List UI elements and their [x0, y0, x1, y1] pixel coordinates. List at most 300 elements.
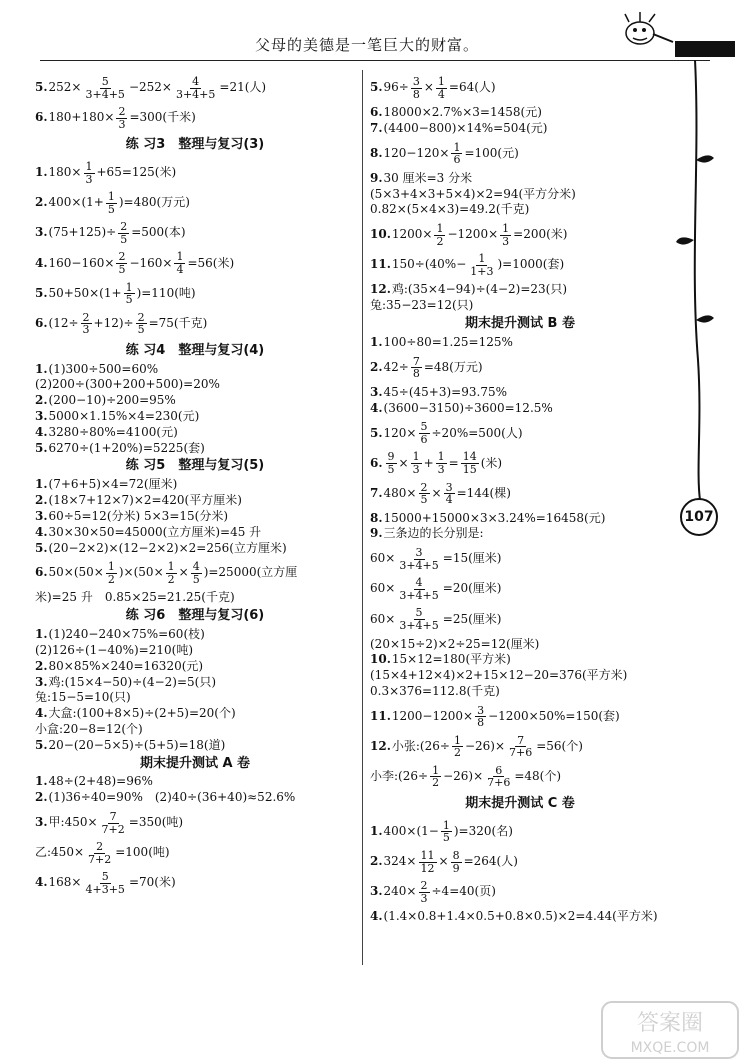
answer-text: ÷20%=500(人)	[431, 425, 523, 440]
fraction-denominator: 5	[192, 572, 200, 586]
answer-line	[370, 122, 670, 136]
question-number: 5.	[370, 80, 383, 95]
fraction-denominator: 3	[85, 172, 93, 186]
question-number: 5.	[35, 540, 48, 555]
answer-line	[370, 223, 670, 247]
fraction-denominator: 5	[442, 831, 450, 845]
question-number: 1.	[370, 824, 383, 839]
fraction-numerator: 1	[432, 763, 440, 777]
answer-text: 400×(1+	[48, 195, 104, 210]
fraction-denominator: 3	[437, 463, 445, 477]
answer-text: 48÷(2+48)=96%	[48, 774, 153, 789]
question-number: 3.	[35, 409, 48, 424]
answer-line	[370, 820, 670, 844]
answer-line	[35, 494, 355, 508]
answer-line	[35, 282, 355, 306]
fraction	[166, 561, 177, 585]
left-answer-column	[35, 70, 355, 901]
fraction-numerator: 7	[517, 733, 525, 747]
question-number: 5.	[35, 440, 48, 455]
answer-text: 鸡:(15×4−50)÷(4−2)=5(只)	[48, 674, 217, 689]
answer-text: =70(米)	[128, 875, 176, 890]
fraction	[451, 142, 462, 166]
answer-text: 240×	[383, 884, 417, 899]
answer-text: ×	[398, 455, 409, 470]
svg-text:MXQE.COM: MXQE.COM	[630, 1040, 710, 1056]
fraction-denominator: 3+4+5	[399, 588, 439, 602]
answer-text: 80×85%×240=16320(元)	[48, 658, 204, 673]
answer-text: 45÷(45+3)=93.75%	[383, 384, 507, 399]
fraction-numerator: 14	[462, 450, 477, 464]
fraction	[116, 106, 127, 130]
answer-text: 50×(50×	[48, 565, 104, 580]
question-number: 4.	[35, 875, 48, 890]
fraction	[430, 765, 441, 789]
answer-text: 180+180×	[48, 110, 115, 125]
answer-line	[35, 410, 355, 424]
question-number: 1.	[370, 334, 383, 349]
answer-text: 60÷5=12(分米) 5×3=15(分米)	[48, 508, 229, 523]
answer-line	[35, 510, 355, 524]
fraction-denominator: 5	[387, 463, 395, 477]
question-number: 1.	[35, 477, 48, 492]
question-number: 6.	[370, 455, 383, 470]
answer-text: +	[423, 455, 434, 470]
fraction-denominator: 3	[420, 891, 428, 905]
answer-line	[35, 691, 355, 705]
answer-text: (20−2×2)×(12−2×2)×2=256(立方厘米)	[48, 540, 287, 555]
fraction-denominator: 9	[452, 861, 460, 875]
question-number: 4.	[35, 524, 48, 539]
question-number: 4.	[35, 706, 48, 721]
answer-text: 鸡:(35×4−94)÷(4−2)=23(只)	[391, 282, 568, 297]
fraction-denominator: 5	[107, 202, 115, 216]
answer-line	[35, 312, 355, 336]
fraction-numerator: 1	[453, 733, 461, 747]
fraction-numerator: 3	[412, 75, 420, 88]
answer-line	[370, 765, 670, 789]
answer-line	[370, 547, 670, 571]
question-number: 10.	[370, 227, 391, 242]
answer-text: ×	[438, 854, 449, 869]
answer-text: 324×	[383, 854, 417, 869]
fraction-numerator: 2	[420, 879, 428, 893]
answer-line	[370, 336, 670, 350]
fraction	[86, 841, 113, 865]
answer-line	[35, 707, 355, 721]
fraction	[397, 547, 440, 571]
right-answer-column	[370, 70, 670, 926]
answer-text: 180×	[48, 165, 82, 180]
question-number: 6.	[35, 110, 48, 125]
answer-line	[370, 705, 670, 729]
fraction-numerator: 5	[420, 420, 428, 434]
answer-text: =64(人)	[448, 80, 496, 95]
fraction	[441, 820, 452, 844]
answer-line	[370, 482, 670, 506]
answer-line	[35, 591, 355, 605]
question-number: 9.	[370, 526, 383, 541]
answer-line	[370, 735, 670, 759]
answer-line	[35, 526, 355, 540]
fraction-denominator: 6	[453, 153, 461, 167]
question-number: 12.	[370, 282, 391, 297]
question-number: 3.	[35, 225, 48, 240]
answer-line	[35, 76, 355, 100]
fraction-denominator: 2	[167, 572, 175, 586]
answer-text: 小李:(26÷	[370, 769, 429, 784]
question-number: 7.	[370, 120, 383, 135]
question-number: 6.	[370, 105, 383, 120]
answer-text: 15×12=180(平方米)	[391, 652, 511, 667]
section-heading: 练 习6 整理与复习(6)	[125, 608, 265, 624]
answer-text: =500(本)	[131, 225, 186, 240]
answer-text: (7+6+5)×4=72(厘米)	[48, 477, 178, 492]
fraction-numerator: 2	[118, 105, 126, 119]
answer-text: (1)300÷500=60%	[48, 361, 159, 376]
fraction	[397, 577, 440, 601]
answer-text: )=110(吨)	[136, 285, 196, 300]
answer-text: 15000+15000×3×3.24%=16458(元)	[383, 510, 606, 525]
fraction	[100, 811, 127, 835]
answer-text: (1)240−240×75%=60(枝)	[48, 627, 205, 642]
answer-line	[35, 628, 355, 642]
fraction	[174, 251, 185, 275]
fraction-numerator: 1	[107, 190, 115, 204]
answer-line	[370, 106, 670, 120]
fraction-denominator: 8	[412, 87, 420, 101]
fraction	[191, 561, 202, 585]
answer-text: 20−(20−5×5)÷(5+5)=18(道)	[48, 737, 226, 752]
answer-text: )=320(名)	[453, 824, 513, 839]
answer-text: 米)=25 升 0.85×25=21.25(千克)	[35, 590, 235, 605]
question-number: 4.	[35, 424, 48, 439]
answer-line	[35, 791, 355, 805]
answer-line	[35, 478, 355, 492]
question-number: 9.	[370, 170, 383, 185]
fraction	[436, 451, 447, 475]
fraction-denominator: 3	[82, 323, 90, 337]
fraction	[106, 561, 117, 585]
answer-line	[35, 251, 355, 275]
answer-line	[35, 775, 355, 789]
answer-line	[370, 880, 670, 904]
fraction-denominator: 3+4+5	[399, 558, 439, 572]
fraction-denominator: 2	[436, 234, 444, 248]
question-number: 6.	[35, 565, 48, 580]
answer-line	[35, 542, 355, 556]
fraction	[118, 221, 129, 245]
page-motto: 父母的美德是一笔巨大的财富。	[255, 36, 480, 54]
question-number: 2.	[370, 854, 383, 869]
answer-text: 30×30×50=45000(立方厘米)=45 升	[48, 524, 262, 539]
fraction-numerator: 7	[412, 354, 420, 368]
answer-line	[370, 527, 670, 541]
question-number: 3.	[35, 674, 48, 689]
section-heading: 练 习3 整理与复习(3)	[125, 137, 265, 153]
answer-text: 兔:15−5=10(只)	[35, 690, 131, 705]
fraction	[444, 482, 455, 506]
answer-line	[35, 191, 355, 215]
answer-line	[35, 426, 355, 440]
vine-decoration-icon	[660, 40, 740, 540]
question-number: 11.	[370, 257, 391, 272]
answer-text: =56(米)	[187, 255, 235, 270]
answer-text: +65=125(米)	[96, 165, 177, 180]
answer-text: )×(50×	[118, 565, 164, 580]
question-number: 7.	[370, 485, 383, 500]
answer-line	[35, 363, 355, 377]
answer-text: −26)×	[464, 738, 506, 753]
fraction-numerator: 1	[436, 222, 444, 236]
fraction	[419, 880, 430, 904]
answer-text: ×	[431, 485, 442, 500]
answer-text: 6270÷(1+20%)=5225(套)	[48, 440, 205, 455]
svg-text:答案圈: 答案圈	[636, 1011, 704, 1036]
question-number: 3.	[370, 384, 383, 399]
answer-line	[370, 299, 670, 313]
answer-text: 0.82×(5×4×3)=49.2(千克)	[370, 202, 530, 217]
question-number: 2.	[35, 493, 48, 508]
answer-text: =144(棵)	[456, 485, 511, 500]
answer-text: =48(个)	[514, 769, 562, 784]
answer-text: (200−10)÷200=95%	[48, 393, 176, 408]
question-number: 4.	[370, 400, 383, 415]
fraction	[500, 223, 511, 247]
fraction-numerator: 6	[495, 763, 503, 777]
answer-text: 1200−1200×	[391, 708, 474, 723]
answer-text: (1.4×0.8+1.4×0.5+0.8×0.5)×2=4.44(平方米)	[383, 909, 658, 924]
section-heading: 期末提升测试 A 卷	[139, 755, 251, 771]
answer-text: (15×4+12×4)×2+15×12−20=376(平方米)	[370, 668, 628, 683]
answer-line	[370, 607, 670, 631]
question-number: 5.	[370, 425, 383, 440]
answer-text: ×	[178, 565, 189, 580]
answer-text: 1200×	[391, 227, 433, 242]
fraction-numerator: 1	[437, 450, 445, 464]
fraction-numerator: 1	[85, 160, 93, 174]
answer-text: −160×	[129, 255, 173, 270]
question-number: 8.	[370, 510, 383, 525]
answer-line	[35, 644, 355, 658]
fraction-numerator: 5	[101, 870, 109, 884]
fraction	[116, 251, 127, 275]
fraction-numerator: 3	[477, 703, 485, 717]
question-number: 5.	[35, 285, 48, 300]
fraction-numerator: 1	[442, 818, 450, 832]
answer-text: 60×	[370, 611, 396, 626]
fraction-denominator: 7+6	[509, 746, 533, 760]
answer-text: (12÷	[48, 315, 79, 330]
fraction-numerator: 11	[420, 849, 435, 863]
question-number: 2.	[35, 195, 48, 210]
answer-line	[370, 421, 670, 445]
fraction-denominator: 6	[420, 432, 428, 446]
question-number: 2.	[370, 359, 383, 374]
answer-text: (1)36÷40=90% (2)40÷(36+40)≈52.6%	[48, 790, 296, 805]
question-number: 2.	[35, 658, 48, 673]
fraction-numerator: 2	[118, 250, 126, 264]
answer-text: 5000×1.15%×4=230(元)	[48, 409, 200, 424]
fraction	[124, 282, 135, 306]
question-number: 4.	[370, 909, 383, 924]
answer-text: −26)×	[443, 769, 484, 784]
answer-line	[35, 378, 355, 392]
fraction-numerator: 4	[415, 576, 423, 590]
section-heading: 练 习4 整理与复习(4)	[125, 342, 265, 358]
answer-text: (米)	[480, 455, 503, 470]
answer-text: 252×	[48, 80, 82, 95]
answer-line	[35, 394, 355, 408]
answer-text: 480×	[383, 485, 417, 500]
answer-line	[370, 512, 670, 526]
column-divider	[362, 70, 363, 965]
fraction	[386, 451, 397, 475]
question-number: 3.	[35, 508, 48, 523]
answer-text: 168×	[48, 875, 82, 890]
answer-text: (4400−800)×14%=504(元)	[383, 120, 548, 135]
page-number-badge: 107	[680, 498, 718, 536]
fraction-denominator: 3+4+5	[85, 87, 125, 101]
answer-text: −252×	[128, 80, 172, 95]
section-heading: 练 习5 整理与复习(5)	[125, 458, 265, 474]
answer-line	[35, 442, 355, 456]
fraction-numerator: 1	[412, 450, 420, 464]
fraction	[136, 312, 147, 336]
answer-text: ×	[423, 80, 434, 95]
fraction	[419, 850, 437, 874]
fraction-numerator: 8	[452, 849, 460, 863]
question-number: 2.	[35, 790, 48, 805]
answer-line	[370, 653, 670, 667]
fraction-denominator: 8	[412, 367, 420, 381]
fraction	[436, 76, 447, 100]
answer-text: (2)200÷(300+200+500)=20%	[35, 377, 220, 392]
answer-text: 42÷	[383, 359, 409, 374]
question-number: 5.	[35, 737, 48, 752]
answer-text: −1200×50%=150(套)	[488, 708, 620, 723]
fraction-denominator: 3+4+5	[399, 618, 439, 632]
answer-text: =20(厘米)	[442, 581, 502, 596]
answer-text: =48(万元)	[423, 359, 483, 374]
answer-text: +12)÷	[93, 315, 134, 330]
question-number: 2.	[35, 393, 48, 408]
fraction-numerator: 3	[445, 480, 453, 494]
answer-text: (20×15÷2)×2÷25=12(厘米)	[370, 636, 540, 651]
answer-text: 50+50×(1+	[48, 285, 122, 300]
question-number: 1.	[35, 627, 48, 642]
fraction-numerator: 2	[82, 310, 90, 324]
question-number: 1.	[35, 165, 48, 180]
fraction-denominator: 2	[107, 572, 115, 586]
answer-line	[370, 685, 670, 699]
answer-text: −1200×	[447, 227, 499, 242]
question-number: 5.	[35, 80, 48, 95]
answer-text: =21(人)	[219, 80, 267, 95]
answer-text: 乙:450×	[35, 845, 85, 860]
answer-text: 小盒:20−8=12(个)	[35, 721, 143, 736]
fraction-denominator: 3	[118, 117, 126, 131]
fraction-denominator: 12	[420, 861, 435, 875]
answer-text: (18×7+12×7)×2=420(平方厘米)	[48, 493, 242, 508]
fraction-denominator: 5	[125, 293, 133, 307]
answer-line	[370, 142, 670, 166]
fraction	[84, 871, 127, 895]
question-number: 10.	[370, 652, 391, 667]
answer-text: 兔:35−23=12(只)	[370, 298, 474, 313]
answer-line	[370, 638, 670, 652]
answer-text: 160−160×	[48, 255, 115, 270]
answer-text: (2)126÷(1−40%)=210(吨)	[35, 642, 194, 657]
answer-text: =25(厘米)	[442, 611, 502, 626]
fraction-numerator: 2	[120, 220, 128, 234]
fraction-denominator: 5	[137, 323, 145, 337]
question-number: 3.	[370, 884, 383, 899]
answer-text: 小张:(26÷	[391, 738, 450, 753]
answer-line	[35, 676, 355, 690]
answer-text: =350(吨)	[128, 815, 184, 830]
answer-line	[35, 739, 355, 753]
answer-line	[35, 723, 355, 737]
fraction-denominator: 15	[462, 463, 477, 477]
question-number: 12.	[370, 738, 391, 753]
answer-text: =75(千克)	[148, 315, 208, 330]
answer-line	[35, 221, 355, 245]
fraction-denominator: 5	[420, 493, 428, 507]
answer-line	[370, 253, 670, 277]
fraction	[468, 253, 495, 277]
question-number: 1.	[35, 774, 48, 789]
answer-line	[35, 841, 355, 865]
fraction-numerator: 2	[137, 310, 145, 324]
section-heading: 期末提升测试 B 卷	[465, 315, 575, 331]
question-number: 3.	[35, 815, 48, 830]
fraction	[411, 451, 422, 475]
fraction-denominator: 3	[502, 234, 510, 248]
fraction	[84, 161, 95, 185]
answer-text: 100÷80=1.25=125%	[383, 334, 513, 349]
fraction-numerator: 1	[125, 280, 133, 294]
answer-line	[370, 172, 670, 186]
answer-text: =200(米)	[513, 227, 568, 242]
answer-text: =	[448, 455, 459, 470]
fraction-numerator: 9	[387, 450, 395, 464]
fraction-denominator: 1+3	[470, 264, 494, 278]
answer-line	[370, 283, 670, 297]
answer-line	[370, 577, 670, 601]
answer-line	[35, 106, 355, 130]
answer-text: 120−120×	[383, 145, 450, 160]
fraction	[461, 451, 479, 475]
fraction-numerator: 1	[502, 222, 510, 236]
answer-line	[370, 356, 670, 380]
fraction-numerator: 5	[415, 606, 423, 620]
fraction-denominator: 4	[445, 493, 453, 507]
answer-text: =100(元)	[464, 145, 519, 160]
answer-text: (75+125)÷	[48, 225, 117, 240]
fraction	[397, 607, 440, 631]
header-rule	[40, 60, 710, 61]
answer-text: 96÷	[383, 80, 409, 95]
fraction-denominator: 5	[118, 262, 126, 276]
answer-line	[370, 188, 670, 202]
fraction	[411, 76, 422, 100]
fraction	[419, 421, 430, 445]
fraction-denominator: 4	[176, 262, 184, 276]
answer-line	[35, 161, 355, 185]
fraction-denominator: 5	[120, 232, 128, 246]
answer-line	[35, 871, 355, 895]
